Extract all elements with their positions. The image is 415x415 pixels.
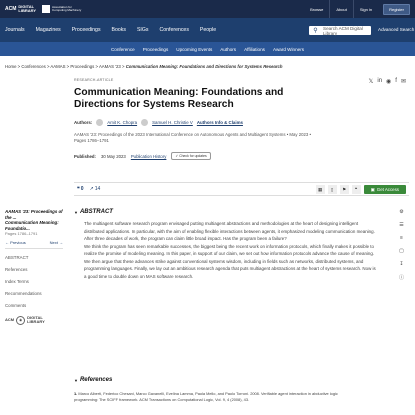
nav-proceedings[interactable]: Proceedings bbox=[71, 27, 101, 33]
previous-link[interactable]: ← Previous bbox=[5, 239, 26, 245]
quote-cite-icon[interactable]: ❝ bbox=[352, 185, 361, 194]
authors-info-claims-link[interactable]: Authors Info & Claims bbox=[196, 120, 243, 125]
abstract-paragraph: We think the program has seen remarkable successes, the biggest being the recent work on information protocols, which finally makes it possible to realize the promise of modeling meaning. In this paper, in support of our claim, we set out how information protocols advance the cause of meaning. We then argue that these advances strike against conventional systems wisdom, including in fields such as networks, distributed systems, and programming languages. Finally, we lay out an ambitious research agenda that puts multiagent abstractions at the heart of systems research. Now is a good time to double down on MAS software research. bbox=[84, 243, 376, 279]
reference-text: Marco Alberti, Federico Chesani, Marco Gavanelli, Evelina Lamma, Paola Mello, and Paolo Torroni. 2008. Verifiable agent interaction in abductive logic programming: The SCIFF framework. ACM Transactions on Computational Logic, Vol. 9, 4 (2008), 43. bbox=[74, 391, 338, 402]
nav-books[interactable]: Books bbox=[111, 27, 126, 33]
subnav-affiliations[interactable]: Affiliations bbox=[244, 46, 265, 52]
cart-icon[interactable]: ▯ bbox=[328, 185, 337, 194]
published-row bbox=[74, 152, 409, 160]
breadcrumb-home[interactable]: Home bbox=[5, 64, 17, 69]
proceedings-card[interactable] bbox=[5, 209, 63, 237]
logo-text-library: LIBRARY bbox=[18, 8, 37, 13]
settings-icon[interactable]: ⚙ bbox=[399, 209, 404, 215]
reference-item bbox=[74, 391, 344, 403]
citation-count[interactable]: 0 bbox=[80, 186, 84, 192]
check-for-updates-label: Check for updates bbox=[179, 154, 207, 158]
nav-sigs[interactable]: SIGs bbox=[136, 27, 149, 33]
sidebar-proc-title: AAMAS '23: Proceedings of the ... bbox=[5, 209, 63, 220]
breadcrumb-conferences[interactable]: Conferences bbox=[21, 64, 46, 69]
article-type: RESEARCH-ARTICLE bbox=[74, 78, 114, 82]
authors-row bbox=[74, 119, 409, 126]
register-button[interactable]: Register bbox=[383, 4, 410, 15]
subnav-conference[interactable]: Conference bbox=[110, 46, 135, 52]
advanced-search-link[interactable]: Advanced Search bbox=[378, 27, 415, 32]
search-input[interactable] bbox=[309, 26, 371, 35]
search-placeholder: Search ACM Digital Library bbox=[323, 25, 363, 36]
article-header bbox=[74, 78, 409, 160]
pdf-icon[interactable]: ▦ bbox=[316, 185, 325, 194]
lock-icon: ▣ bbox=[370, 186, 375, 192]
subnav-proceedings[interactable]: Proceedings bbox=[142, 46, 169, 52]
sidebar-pages: Pages 1786–1791 bbox=[5, 231, 38, 236]
references-section bbox=[74, 377, 392, 403]
next-label: Next bbox=[49, 239, 58, 245]
collapse-arrow-icon: ▼ bbox=[74, 377, 78, 383]
info-icon[interactable]: ⓘ bbox=[399, 275, 405, 281]
authors-label: Authors: bbox=[74, 120, 93, 125]
acm-emblem-icon bbox=[42, 5, 50, 13]
references-heading[interactable] bbox=[74, 377, 392, 383]
assoc-line2: Computing Machinery bbox=[52, 8, 82, 12]
top-bar bbox=[0, 0, 415, 18]
linkedin-icon[interactable]: in bbox=[377, 78, 383, 84]
acm-association-logo[interactable] bbox=[42, 5, 81, 13]
left-sidebar bbox=[5, 209, 63, 325]
browse-button[interactable]: Browse bbox=[310, 6, 324, 12]
main-nav bbox=[0, 18, 415, 42]
nav-magazines[interactable]: Magazines bbox=[35, 27, 61, 33]
sidebar-link-references[interactable]: References bbox=[5, 266, 28, 272]
quote-icon: ❝ bbox=[77, 186, 80, 192]
breadcrumb-aamas[interactable]: AAMAS bbox=[50, 64, 66, 69]
check-for-updates-button[interactable]: ✓ Check for updates bbox=[171, 152, 210, 160]
nav-conferences[interactable]: Conferences bbox=[159, 27, 189, 33]
breadcrumb-aamas23[interactable]: AAMAS '23 bbox=[98, 64, 121, 69]
abstract-paragraph: The multiagent software research program envisaged putting multiagent abstractions and methodologies at the heart of designing intelligent distributed applications. In particular, with the aim of enabling flexible interactions between agents, it emphasized modeling communication meaning. After three decades of work, the program can claim little broad impact. Has the program been a failure? bbox=[84, 221, 375, 241]
breadcrumb-proceedings[interactable]: Proceedings bbox=[70, 64, 95, 69]
references-heading-text: References bbox=[79, 377, 113, 383]
get-access-button[interactable] bbox=[364, 185, 406, 194]
reference-number: 1. bbox=[74, 391, 78, 396]
facebook-icon[interactable]: f bbox=[395, 78, 397, 84]
fullscreen-icon[interactable]: ▢ bbox=[399, 248, 404, 254]
abstract-heading[interactable] bbox=[74, 209, 392, 215]
publication-history-link[interactable]: Publication History bbox=[130, 153, 167, 159]
sidebar-logo-library: LIBRARY bbox=[27, 319, 45, 324]
top-right-links bbox=[304, 0, 415, 18]
about-button[interactable]: About bbox=[329, 0, 352, 18]
search-icon[interactable]: ⚲ bbox=[313, 28, 318, 34]
right-tools bbox=[399, 209, 404, 281]
download-count[interactable]: 14 bbox=[94, 186, 101, 192]
sign-in-button[interactable]: Sign in bbox=[353, 0, 378, 18]
published-label: Published: bbox=[74, 153, 96, 159]
prev-next-nav bbox=[5, 240, 63, 249]
assoc-line1: Association for bbox=[52, 4, 72, 9]
lines-icon[interactable]: ≡ bbox=[400, 235, 403, 241]
sidebar-link-abstract[interactable]: ABSTRACT bbox=[5, 254, 29, 260]
share-icons bbox=[369, 78, 406, 85]
shrink-icon[interactable]: ↧ bbox=[399, 261, 404, 267]
logo-text-acm: ACM bbox=[5, 5, 17, 12]
sidebar-logo-acm: ACM bbox=[5, 316, 15, 322]
abstract-section bbox=[74, 209, 392, 280]
get-access-label: Get Access bbox=[376, 187, 399, 192]
sidebar-link-index-terms[interactable]: Index Terms bbox=[5, 278, 29, 284]
article-title: Communication Meaning: Foundations and Directions for Systems Research bbox=[74, 87, 284, 110]
abstract-heading-text: ABSTRACT bbox=[79, 209, 113, 215]
subnav-award-winners[interactable]: Award Winners bbox=[272, 46, 305, 52]
avatar bbox=[141, 119, 148, 126]
dl-emblem-icon: ◉ bbox=[16, 316, 25, 325]
previous-label: Previous bbox=[10, 239, 26, 245]
twitter-icon[interactable]: 𝕏 bbox=[368, 79, 374, 85]
breadcrumb-current: Communication Meaning: Foundations and Directions for Systems Research bbox=[125, 64, 283, 69]
sidebar-acm-dl-logo bbox=[5, 316, 63, 325]
nav-journals[interactable]: Journals bbox=[5, 27, 25, 33]
published-date: 30 May 2023 bbox=[100, 153, 126, 159]
list-icon[interactable]: ☰ bbox=[399, 222, 404, 228]
sub-nav bbox=[0, 42, 415, 56]
reddit-icon[interactable]: ◉ bbox=[386, 79, 392, 85]
metrics-bar bbox=[74, 182, 409, 196]
breadcrumb: Home > Conferences > AAMAS > Proceedings > AAMAS '23 > Communication Meaning: Foundations and Directions for Systems Research bbox=[5, 64, 283, 69]
next-link[interactable]: Next → bbox=[49, 239, 63, 245]
subnav-upcoming-events[interactable]: Upcoming Events bbox=[176, 46, 213, 52]
bookmark-icon[interactable]: ⚑ bbox=[340, 185, 349, 194]
author-link[interactable]: Amit K. Chopra bbox=[107, 120, 138, 125]
author-link[interactable]: Samuel H. Christie V bbox=[152, 120, 193, 125]
email-icon[interactable]: ✉ bbox=[400, 79, 406, 85]
avatar bbox=[96, 119, 103, 126]
sidebar-logo-digital: DIGITAL bbox=[27, 314, 43, 320]
sidebar-link-recommendations[interactable]: Recommendations bbox=[5, 290, 42, 296]
trend-icon: ↗ bbox=[89, 186, 94, 192]
acm-dl-logo[interactable] bbox=[5, 5, 36, 14]
sidebar-article-title: Communication Meaning: Foundatio... bbox=[5, 220, 59, 231]
logo-text-digital: DIGITAL bbox=[18, 3, 35, 9]
subnav-authors[interactable]: Authors bbox=[220, 46, 237, 52]
article-actions bbox=[316, 185, 406, 194]
proceedings-info: AAMAS '23: Proceedings of the 2023 International Conference on Autonomous Agents and Multiagent Systems • May 2023 • Pages 1786–1791 bbox=[74, 132, 311, 143]
nav-people[interactable]: People bbox=[199, 27, 217, 33]
collapse-arrow-icon: ▼ bbox=[74, 209, 78, 215]
sidebar-link-comments[interactable]: Comments bbox=[5, 302, 27, 308]
